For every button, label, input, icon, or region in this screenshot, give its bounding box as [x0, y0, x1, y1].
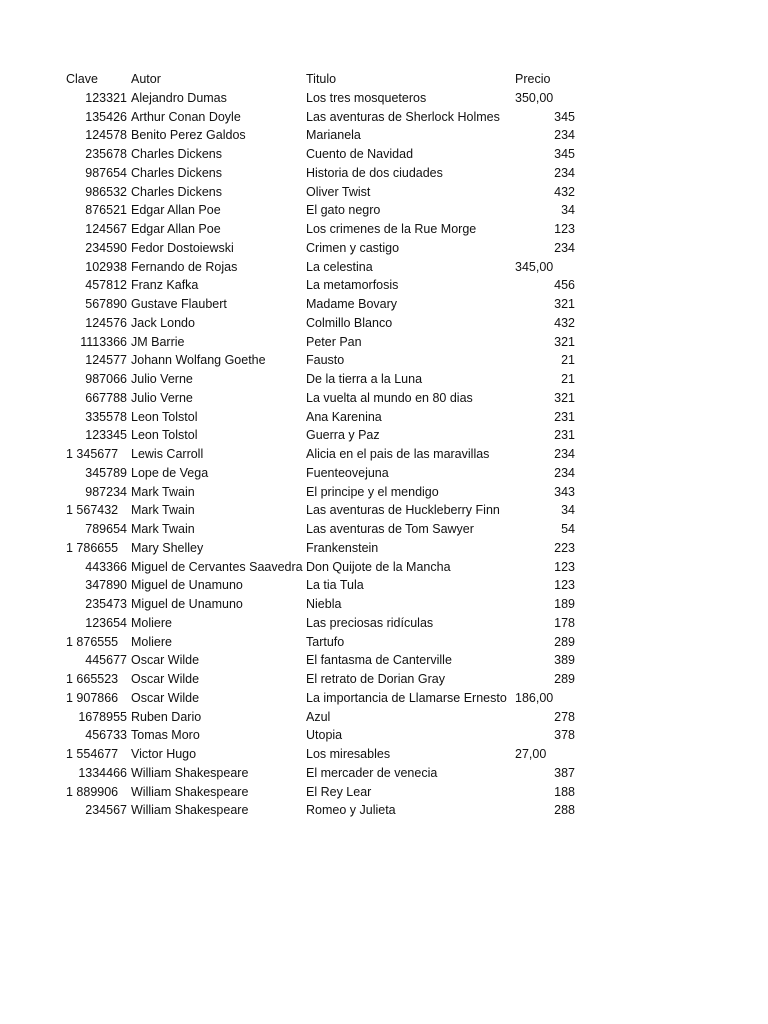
table-row	[66, 501, 586, 520]
table-row	[66, 145, 586, 164]
cell-titulo: Colmillo Blanco	[306, 315, 393, 330]
cell-clave: 1 786655	[66, 540, 119, 555]
cell-clave: 235678	[85, 147, 127, 161]
cell-titulo: Ana Karenina	[306, 409, 382, 424]
cell-autor: Miguel de Unamuno	[131, 578, 243, 593]
table-row	[66, 183, 586, 202]
cell-precio: 387	[554, 765, 575, 780]
header-titulo: Titulo	[306, 72, 337, 86]
cell-precio: 234	[554, 465, 575, 480]
table-row	[66, 126, 586, 145]
cell-clave: 987234	[85, 484, 127, 499]
cell-clave: 987066	[85, 372, 127, 386]
table-row	[66, 108, 586, 127]
cell-titulo: Utopia	[306, 728, 343, 743]
cell-titulo: Niebla	[306, 597, 342, 611]
cell-clave: 1 876555	[66, 634, 119, 649]
table-row	[66, 633, 586, 652]
cell-titulo: El mercader de venecia	[306, 765, 438, 780]
cell-autor: Oscar Wilde	[131, 690, 200, 705]
cell-autor: Ruben Dario	[131, 709, 202, 724]
cell-precio: 234	[554, 128, 575, 143]
table-row	[66, 164, 586, 183]
cell-clave: 1 554677	[66, 747, 119, 761]
cell-precio: 234	[554, 447, 575, 461]
table-row	[66, 333, 586, 352]
table-row	[66, 614, 586, 633]
cell-autor: Charles Dickens	[131, 147, 223, 161]
cell-autor: Gustave Flaubert	[131, 297, 227, 311]
table-row	[66, 314, 586, 333]
table-row	[66, 539, 586, 558]
table-row	[66, 670, 586, 689]
cell-precio: 234	[554, 240, 575, 255]
cell-autor: Julio Verne	[131, 372, 193, 386]
cell-precio: 27,00	[515, 747, 547, 761]
table-row	[66, 595, 586, 614]
cell-titulo: Azul	[306, 709, 331, 724]
cell-precio: 231	[554, 409, 575, 424]
cell-autor: Alejandro Dumas	[131, 90, 227, 105]
cell-precio: 178	[554, 615, 575, 630]
cell-autor: William Shakespeare	[131, 803, 249, 818]
cell-titulo: La metamorfosis	[306, 278, 399, 293]
table-row	[66, 389, 586, 408]
cell-autor: Oscar Wilde	[131, 653, 200, 668]
cell-autor: Fedor Dostoiewski	[131, 240, 234, 255]
cell-clave: 456733	[85, 728, 127, 743]
cell-autor: Fernando de Rojas	[131, 259, 238, 274]
cell-precio: 288	[554, 803, 575, 818]
cell-precio: 345,00	[515, 259, 554, 274]
cell-autor: Moliere	[131, 634, 172, 649]
cell-clave: 789654	[85, 522, 127, 536]
table-row	[66, 483, 586, 502]
cell-clave: 123654	[85, 615, 127, 630]
cell-clave: 124577	[85, 353, 127, 368]
cell-precio: 345	[554, 147, 575, 161]
cell-clave: 443366	[85, 559, 127, 574]
cell-autor: William Shakespeare	[131, 765, 249, 780]
cell-precio: 343	[554, 484, 575, 499]
cell-autor: Lope de Vega	[131, 465, 209, 480]
cell-clave: 876521	[85, 203, 127, 218]
cell-precio: 432	[554, 315, 575, 330]
table-row	[66, 520, 586, 539]
cell-autor: Leon Tolstol	[131, 409, 198, 424]
cell-titulo: Alicia en el pais de las maravillas	[306, 447, 490, 461]
cell-clave: 1 889906	[66, 784, 119, 799]
cell-titulo: Los crimenes de la Rue Morge	[306, 222, 477, 236]
cell-titulo: Los tres mosqueteros	[306, 90, 427, 105]
cell-clave: 235473	[85, 597, 127, 611]
cell-titulo: Las aventuras de Tom Sawyer	[306, 522, 474, 536]
book-table	[66, 70, 586, 820]
cell-titulo: La importancia de Llamarse Ernesto	[306, 690, 507, 705]
cell-precio: 189	[554, 597, 575, 611]
cell-clave: 1 567432	[66, 503, 119, 518]
cell-titulo: El fantasma de Canterville	[306, 653, 452, 668]
cell-autor: Mark Twain	[131, 484, 195, 499]
cell-titulo: Historia de dos ciudades	[306, 165, 443, 180]
table-row	[66, 201, 586, 220]
cell-clave: 1678955	[78, 709, 127, 724]
cell-titulo: El Rey Lear	[306, 784, 372, 799]
cell-precio: 289	[554, 672, 575, 686]
cell-precio: 234	[554, 165, 575, 180]
table-row	[66, 745, 586, 764]
table-row	[66, 801, 586, 820]
cell-autor: William Shakespeare	[131, 784, 249, 799]
cell-precio: 378	[554, 728, 575, 743]
cell-titulo: La vuelta al mundo en 80 dias	[306, 390, 473, 405]
table-row	[66, 445, 586, 464]
cell-clave: 123345	[85, 428, 127, 443]
cell-autor: Edgar Allan Poe	[131, 203, 221, 218]
cell-autor: Moliere	[131, 615, 172, 630]
cell-clave: 1 907866	[66, 690, 119, 705]
table-header-row	[66, 70, 586, 89]
cell-titulo: La tia Tula	[306, 578, 364, 593]
table-row	[66, 708, 586, 727]
cell-autor: Miguel de Cervantes Saavedra	[131, 559, 303, 574]
cell-titulo: Crimen y castigo	[306, 240, 400, 255]
cell-clave: 102938	[85, 259, 127, 274]
cell-autor: Charles Dickens	[131, 165, 223, 180]
cell-titulo: Tartufo	[306, 634, 345, 649]
cell-precio: 321	[554, 334, 575, 349]
cell-titulo: La celestina	[306, 259, 373, 274]
cell-autor: Victor Hugo	[131, 747, 197, 761]
cell-titulo: Las aventuras de Huckleberry Finn	[306, 503, 500, 518]
cell-titulo: Las aventuras de Sherlock Holmes	[306, 109, 500, 124]
header-clave: Clave	[66, 72, 98, 86]
cell-autor: Edgar Allan Poe	[131, 222, 221, 236]
cell-clave: 987654	[85, 165, 127, 180]
cell-titulo: Fausto	[306, 353, 345, 368]
header-precio: Precio	[515, 72, 551, 86]
table-row	[66, 651, 586, 670]
cell-clave: 445677	[85, 653, 127, 668]
cell-autor: Mark Twain	[131, 503, 195, 518]
cell-precio: 289	[554, 634, 575, 649]
cell-autor: Franz Kafka	[131, 278, 199, 293]
cell-precio: 188	[554, 784, 575, 799]
cell-precio: 34	[561, 503, 575, 518]
cell-precio: 389	[554, 653, 575, 668]
cell-autor: Leon Tolstol	[131, 428, 198, 443]
cell-autor: Arthur Conan Doyle	[131, 109, 241, 124]
cell-autor: Julio Verne	[131, 390, 193, 405]
table-row	[66, 220, 586, 239]
cell-clave: 347890	[85, 578, 127, 593]
cell-precio: 21	[561, 372, 575, 386]
cell-autor: Johann Wolfang Goethe	[131, 353, 266, 368]
cell-titulo: Peter Pan	[306, 334, 362, 349]
cell-precio: 186,00	[515, 690, 554, 705]
table-row	[66, 370, 586, 389]
cell-titulo: Don Quijote de la Mancha	[306, 559, 451, 574]
table-row	[66, 408, 586, 427]
cell-precio: 21	[561, 353, 575, 368]
cell-clave: 345789	[85, 465, 127, 480]
cell-precio: 34	[561, 203, 575, 218]
table-row	[66, 689, 586, 708]
cell-clave: 335578	[85, 409, 127, 424]
cell-precio: 345	[554, 109, 575, 124]
cell-precio: 223	[554, 540, 575, 555]
cell-clave: 234590	[85, 240, 127, 255]
table-row	[66, 764, 586, 783]
cell-clave: 1334466	[78, 765, 127, 780]
cell-titulo: El retrato de Dorian Gray	[306, 672, 445, 686]
cell-autor: Charles Dickens	[131, 184, 223, 199]
cell-precio: 321	[554, 297, 575, 311]
cell-precio: 432	[554, 184, 575, 199]
cell-titulo: Fuenteovejuna	[306, 465, 389, 480]
table-row	[66, 726, 586, 745]
cell-autor: JM Barrie	[131, 334, 185, 349]
table-row	[66, 295, 586, 314]
cell-clave: 457812	[85, 278, 127, 293]
cell-clave: 1113366	[80, 334, 127, 349]
cell-titulo: De la tierra a la Luna	[306, 372, 423, 386]
table-row	[66, 276, 586, 295]
cell-autor: Miguel de Unamuno	[131, 597, 243, 611]
cell-clave: 1 665523	[66, 672, 119, 686]
cell-titulo: Guerra y Paz	[306, 428, 380, 443]
table-row	[66, 258, 586, 277]
cell-clave: 123321	[85, 90, 127, 105]
table-row	[66, 783, 586, 802]
cell-titulo: Cuento de Navidad	[306, 147, 414, 161]
cell-titulo: Frankenstein	[306, 540, 379, 555]
cell-clave: 135426	[85, 109, 127, 124]
cell-titulo: Romeo y Julieta	[306, 803, 396, 818]
cell-titulo: El gato negro	[306, 203, 381, 218]
cell-clave: 124578	[85, 128, 127, 143]
cell-precio: 350,00	[515, 90, 554, 105]
cell-titulo: Madame Bovary	[306, 297, 398, 311]
table-row	[66, 464, 586, 483]
cell-clave: 124576	[85, 315, 127, 330]
cell-precio: 456	[554, 278, 575, 293]
cell-precio: 123	[554, 559, 575, 574]
cell-clave: 567890	[85, 297, 127, 311]
cell-titulo: Oliver Twist	[306, 184, 371, 199]
cell-titulo: El principe y el mendigo	[306, 484, 439, 499]
cell-titulo: Las preciosas ridículas	[306, 615, 434, 630]
table-row	[66, 426, 586, 445]
cell-precio: 123	[554, 578, 575, 593]
cell-autor: Lewis Carroll	[131, 447, 204, 461]
cell-precio: 278	[554, 709, 575, 724]
cell-clave: 986532	[85, 184, 127, 199]
cell-precio: 123	[554, 222, 575, 236]
cell-autor: Mary Shelley	[131, 540, 204, 555]
cell-precio: 231	[554, 428, 575, 443]
table-row	[66, 89, 586, 108]
cell-clave: 234567	[85, 803, 127, 818]
cell-autor: Oscar Wilde	[131, 672, 200, 686]
cell-autor: Mark Twain	[131, 522, 195, 536]
cell-clave: 1 345677	[66, 447, 119, 461]
cell-titulo: Marianela	[306, 128, 361, 143]
cell-clave: 667788	[85, 390, 127, 405]
table-row	[66, 239, 586, 258]
header-autor: Autor	[131, 72, 161, 86]
cell-autor: Tomas Moro	[131, 728, 200, 743]
table-row	[66, 558, 586, 577]
cell-clave: 124567	[85, 222, 127, 236]
cell-titulo: Los miresables	[306, 747, 391, 761]
cell-precio: 321	[554, 390, 575, 405]
cell-precio: 54	[561, 522, 575, 536]
table-row	[66, 576, 586, 595]
table-body	[66, 89, 586, 820]
cell-autor: Jack Londo	[131, 315, 195, 330]
cell-autor: Benito Perez Galdos	[131, 128, 246, 143]
table-row	[66, 351, 586, 370]
